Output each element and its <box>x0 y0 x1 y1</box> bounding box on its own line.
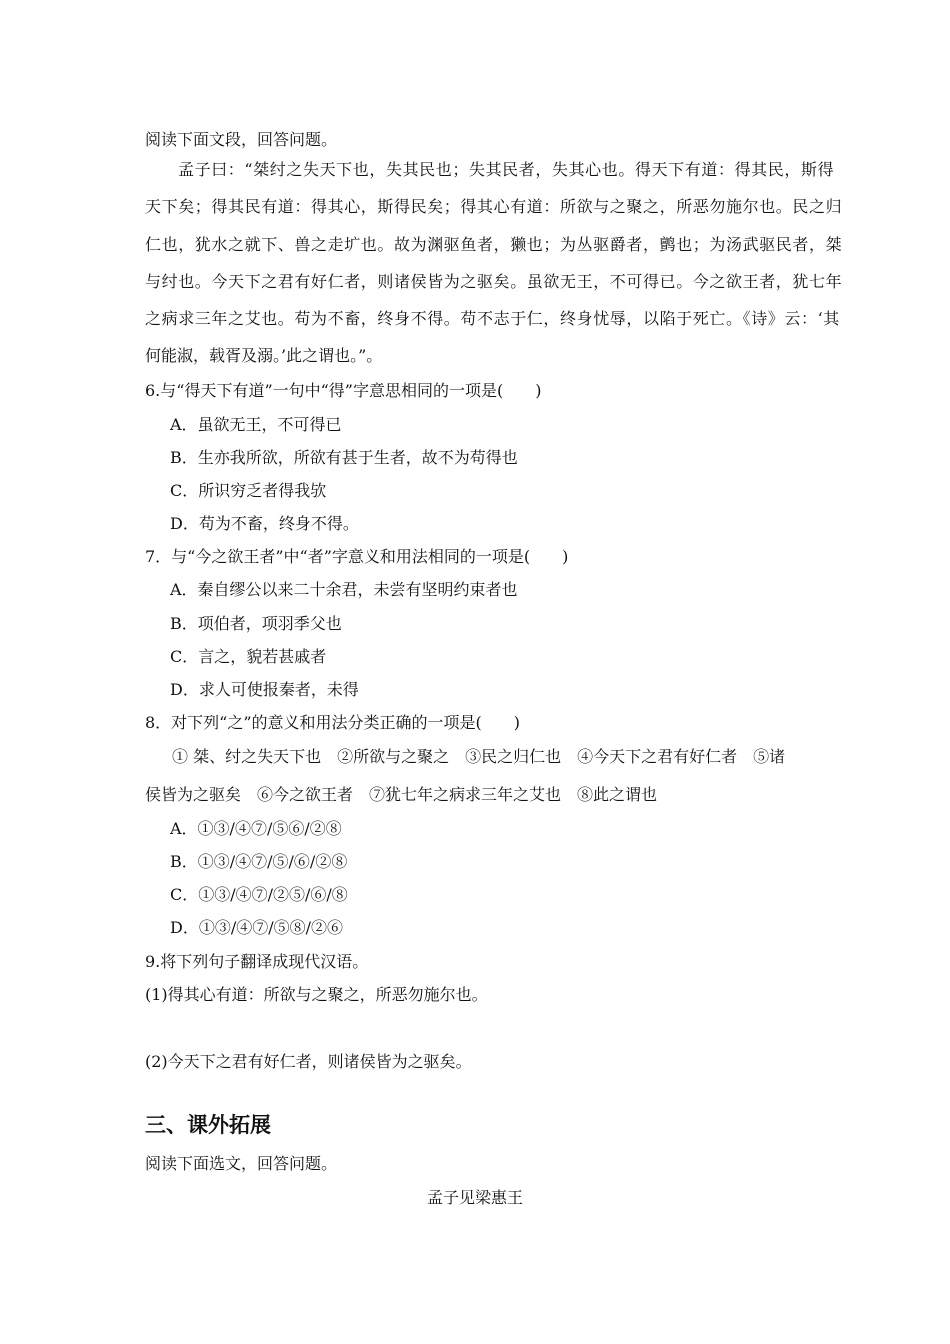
question-9-stem: 9.将下列句子翻译成现代汉语。 <box>145 952 369 971</box>
question-8-option-c: C．①③/④⑦/②⑤/⑥/⑧ <box>170 885 348 904</box>
question-8-stem: 8．对下列“之”的意义和用法分类正确的一项是( ) <box>145 713 521 732</box>
question-7-option-a: A．秦自缪公以来二十余君，未尝有坚明约束者也 <box>170 580 518 599</box>
passage-line: 仁也，犹水之就下、兽之走圹也。故为渊驱鱼者，獭也；为丛驱爵者，鹯也；为汤武驱民者，桀 <box>145 235 843 254</box>
question-6-option-c: C．所识穷乏者得我欤 <box>170 481 327 500</box>
question-9-item-2: (2)今天下之君有好仁者，则诸侯皆为之驱矣。 <box>145 1052 472 1071</box>
passage-line: 何能淑，载胥及溺。’此之谓也。”。 <box>145 346 383 365</box>
question-7-stem: 7．与“今之欲王者”中“者”字意义和用法相同的一项是( ) <box>145 547 569 566</box>
passage-intro: 阅读下面文段，回答问题。 <box>145 130 338 149</box>
passage-line: 孟子曰：“桀纣之失天下也，失其民也；失其民者，失其心也。得天下有道：得其民，斯得 <box>178 160 835 179</box>
question-8-option-b: B．①③/④⑦/⑤/⑥/②⑧ <box>170 852 348 871</box>
question-8-list-line: 侯皆为之驱矣 ⑥今之欲王者 ⑦犹七年之病求三年之艾也 ⑧此之谓也 <box>145 785 658 804</box>
passage-line: 天下矣；得其民有道：得其心，斯得民矣；得其心有道：所欲与之聚之，所恶勿施尔也。民之归 <box>145 197 843 216</box>
question-6-stem: 6.与“得天下有道”一句中“得”字意思相同的一项是( ) <box>145 381 542 400</box>
question-6-option-d: D．苟为不畜，终身不得。 <box>170 514 359 533</box>
question-9-item-1: (1)得其心有道：所欲与之聚之，所恶勿施尔也。 <box>145 985 488 1004</box>
question-7-option-b: B．项伯者，项羽季父也 <box>170 614 342 633</box>
question-7-option-d: D．求人可使报秦者，未得 <box>170 680 359 699</box>
section-heading: 三、课外拓展 <box>145 1113 271 1137</box>
question-6-option-b: B．生亦我所欲，所欲有甚于生者，故不为苟得也 <box>170 448 518 467</box>
section-intro: 阅读下面选文，回答问题。 <box>145 1154 338 1173</box>
question-8-list-line: ① 桀、纣之失天下也 ②所欲与之聚之 ③民之归仁也 ④今天下之君有好仁者 ⑤诸 <box>172 747 786 766</box>
question-8-option-d: D．①③/④⑦/⑤⑧/②⑥ <box>170 918 344 937</box>
passage-line: 之病求三年之艾也。苟为不畜，终身不得。苟不志于仁，终身忧辱，以陷于死亡。《诗》云：‘其 <box>145 309 840 328</box>
question-6-option-a: A．虽欲无王，不可得已 <box>170 415 342 434</box>
question-8-option-a: A．①③/④⑦/⑤⑥/②⑧ <box>170 819 342 838</box>
question-7-option-c: C．言之，貌若甚戚者 <box>170 647 327 666</box>
passage-line: 与纣也。今天下之君有好仁者，则诸侯皆为之驱矣。虽欲无王，不可得已。今之欲王者，犹七年 <box>145 272 843 291</box>
article-title: 孟子见梁惠王 <box>426 1188 523 1207</box>
